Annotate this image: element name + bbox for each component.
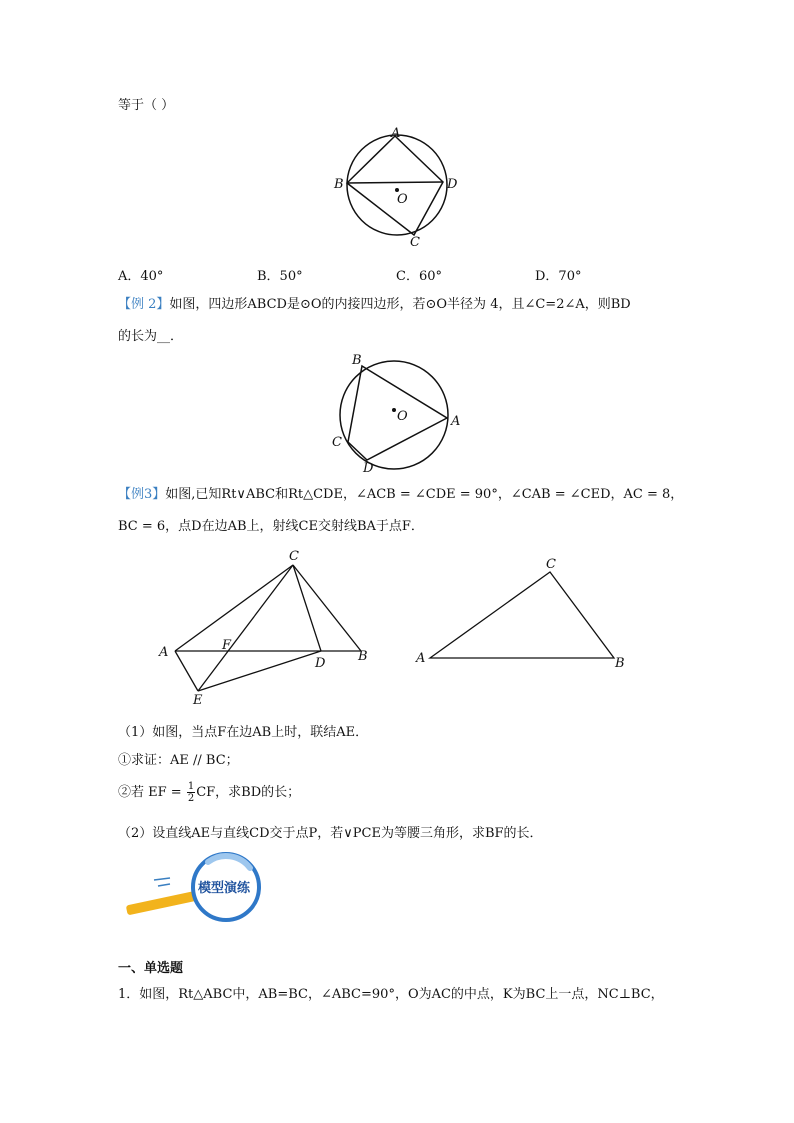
fig3-segment-cb	[293, 565, 361, 651]
figure-4-triangle	[410, 550, 635, 675]
section-title: 一、单选题	[118, 961, 184, 976]
part-1: （1）如图，当点F在边AB上时，联结AE．	[118, 725, 369, 740]
example-3-line-1	[118, 486, 683, 504]
logo-accent-line-2	[158, 884, 170, 886]
fig2-circle	[340, 361, 448, 469]
fraction-one-half	[187, 781, 195, 804]
fig3-label-d: D	[315, 656, 326, 671]
example-3-text: 如图,已知Rt∨ABC和Rt△CDE，∠ACB = ∠CDE = 90°，∠CAB = ∠CED，AC = 8，	[165, 487, 684, 502]
fig3-label-b: B	[358, 649, 368, 664]
part-1-b-suffix: CF，求BD的长；	[196, 785, 301, 800]
fig4-label-c: C	[546, 557, 556, 572]
fig2-label-o: O	[397, 409, 408, 424]
logo-accent-line-1	[154, 878, 170, 880]
fig3-label-c: C	[289, 549, 299, 564]
logo-text: 模型演练	[198, 881, 251, 896]
fig3-segment-ae	[175, 651, 198, 691]
fig1-label-a: A	[391, 126, 401, 141]
question-stem-end: 等于（ ）	[118, 98, 175, 113]
magnifier-handle-icon	[126, 891, 199, 916]
option-d: D．70°	[535, 269, 582, 284]
fig4-triangle	[430, 572, 614, 658]
figure-1-circle-quadrilateral	[330, 124, 470, 250]
fig1-circle	[347, 135, 447, 235]
option-a: A．40°	[118, 269, 164, 284]
figure-3-triangles	[150, 545, 380, 705]
example-3-line-2: BC = 6，点D在边AB上，射线CE交射线BA于点F．	[118, 519, 424, 534]
example-2-text: 如图，四边形ABCD是⊙O的内接四边形，若⊙O半径为 4，且∠C=2∠A，则BD	[169, 297, 631, 312]
part-1-a: ①求证：AE // BC；	[118, 753, 239, 768]
fig3-segment-ed	[198, 651, 321, 691]
fig1-label-b: B	[334, 177, 344, 192]
fig3-segment-ce	[198, 565, 293, 691]
fig2-label-a: A	[451, 414, 461, 429]
example-3-tag: 【例3】	[118, 487, 166, 502]
part-2: （2）设直线AE与直线CD交于点P，若∨PCE为等腰三角形，求BF的长．	[118, 826, 543, 841]
figure-2-circle-quadrilateral	[330, 350, 465, 478]
fig1-diagonal-bd	[347, 182, 443, 183]
example-2-line-1	[118, 296, 631, 314]
option-c: C．60°	[396, 269, 442, 284]
example-2-tag: 【例 2】	[118, 297, 170, 312]
question-1-text: 1．如图，Rt△ABC中，AB=BC，∠ABC=90°，O为AC的中点，K为BC上一点，NC⊥BC，	[118, 987, 664, 1002]
fig2-center-dot	[392, 408, 396, 412]
fig2-label-c: C	[332, 435, 342, 450]
fig3-label-a: A	[159, 645, 169, 660]
fraction-denominator: 2	[187, 793, 195, 804]
fig3-label-e: E	[193, 693, 203, 705]
fig2-label-d: D	[363, 461, 374, 476]
fig3-label-f: F	[222, 638, 232, 653]
model-practice-logo	[124, 850, 274, 925]
fig3-segment-ac	[175, 565, 293, 651]
part-1-b-prefix: ②若 EF =	[118, 785, 182, 800]
fig4-label-b: B	[615, 656, 625, 671]
fig1-label-o: O	[397, 192, 408, 207]
part-1-b	[118, 780, 300, 806]
option-b: B．50°	[257, 269, 303, 284]
fig1-label-d: D	[447, 177, 458, 192]
fig4-label-a: A	[416, 651, 426, 666]
fig3-segment-cd	[293, 565, 321, 651]
example-2-line-2: 的长为__．	[118, 329, 184, 344]
fraction-numerator: 1	[187, 781, 195, 792]
fig1-label-c: C	[410, 235, 420, 250]
fig2-label-b: B	[352, 353, 362, 368]
